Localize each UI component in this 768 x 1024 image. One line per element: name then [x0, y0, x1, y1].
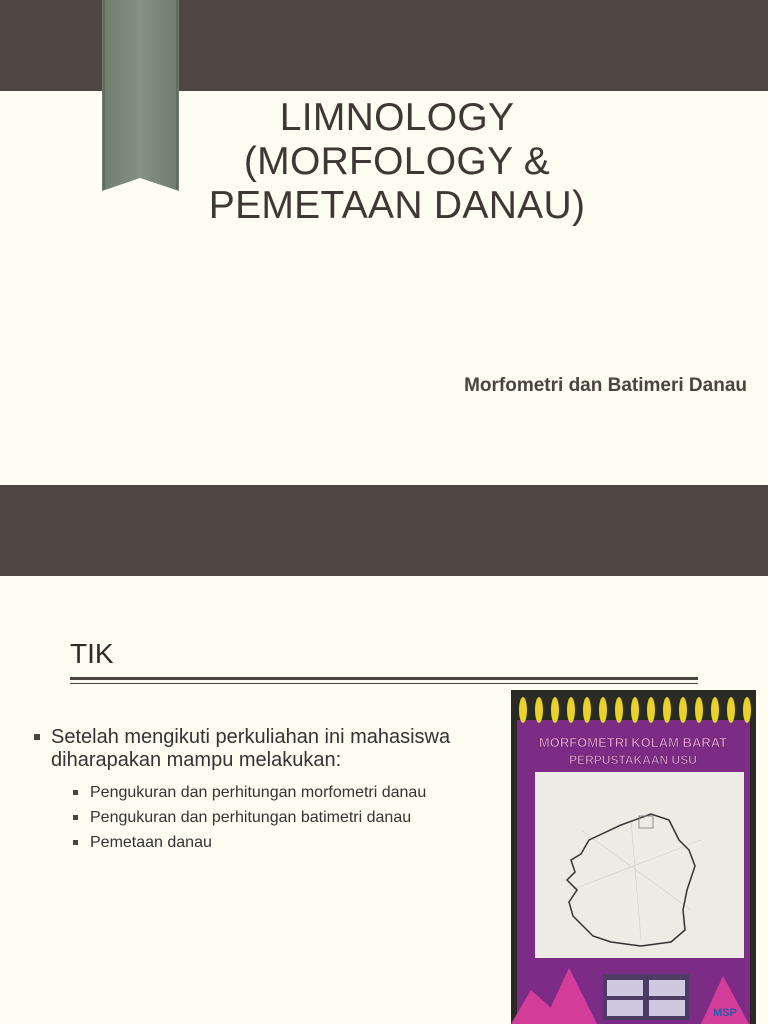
- slide-subtitle: Morfometri dan Batimeri Danau: [464, 375, 747, 396]
- bullet-main-text: Setelah mengikuti perkuliahan ini mahasiswa diharapakan mampu melakukan:: [51, 726, 451, 771]
- title-rule: [70, 677, 698, 680]
- title-slide: [0, 0, 768, 485]
- sub-bullet-list: [51, 780, 487, 855]
- title-rule-thin: [70, 683, 698, 684]
- sub-bullet-2: Pengukuran dan perhitungan batimetri danau: [71, 805, 487, 830]
- slide-title: [180, 96, 614, 228]
- ribbon-bookmark-icon: [102, 0, 179, 191]
- poster-banner-line1: MORFOMETRI KOLAM BARAT: [538, 735, 728, 750]
- divider-band: [0, 485, 768, 576]
- bullet-list: [32, 726, 487, 855]
- title-line-3: PEMETAAN DANAU): [208, 184, 586, 227]
- bullet-main: [32, 726, 487, 855]
- tik-title: TIK: [70, 638, 114, 669]
- poster-photo: [511, 690, 756, 1024]
- title-line-2: (MORFOLOGY &: [243, 140, 551, 183]
- tik-slide: [0, 576, 768, 1024]
- title-line-1: LIMNOLOGY: [279, 96, 515, 139]
- sub-bullet-3: Pemetaan danau: [71, 830, 487, 855]
- sub-bullet-1: Pengukuran dan perhitungan morfometri danau: [71, 780, 487, 805]
- poster-corner-label: MSP: [713, 1007, 737, 1019]
- poster-banner-line2: PERPUSTAKAAN USU: [569, 753, 697, 767]
